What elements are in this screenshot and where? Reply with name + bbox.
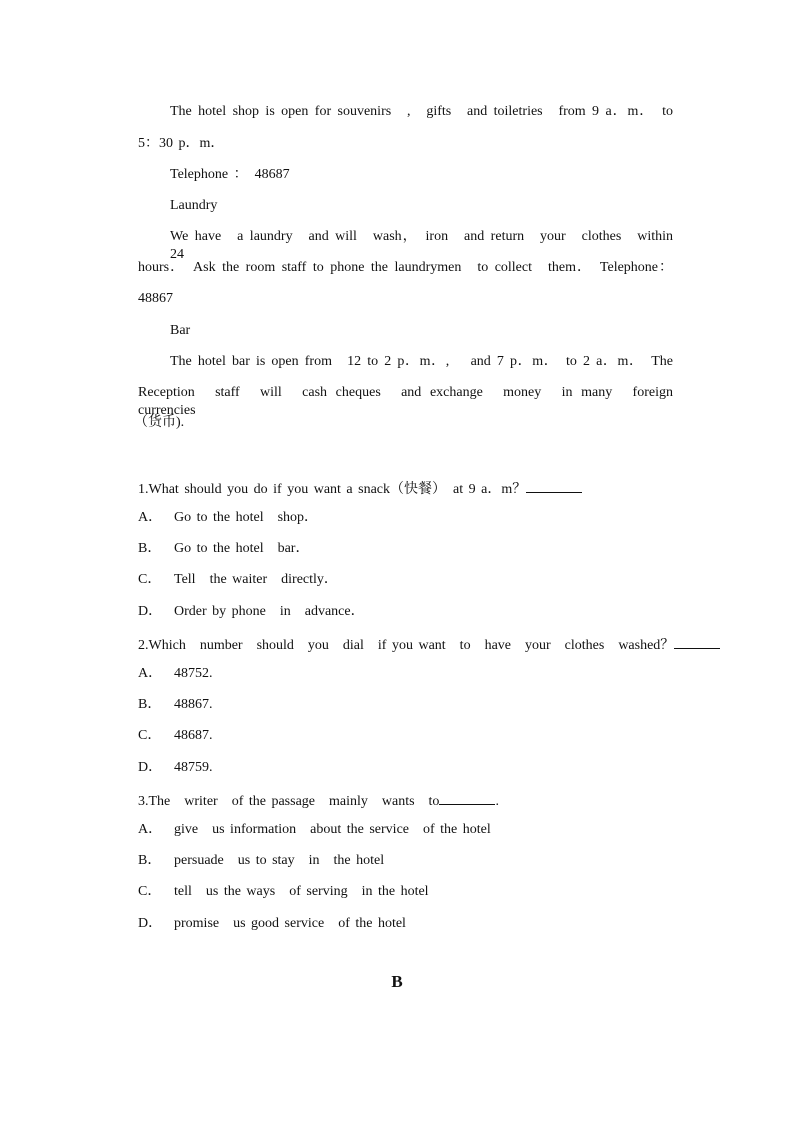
question-3-option-c xyxy=(138,883,429,901)
option-text: 48867. xyxy=(174,697,213,712)
option-text: give us information about the service of the hotel xyxy=(174,822,491,837)
option-letter: C． xyxy=(138,884,162,899)
option-letter: C． xyxy=(138,728,162,743)
option-letter: D． xyxy=(138,760,163,775)
option-text: promise us good service of the hotel xyxy=(174,916,406,931)
question-2-option-a xyxy=(138,665,213,683)
question-3-option-a xyxy=(138,821,491,839)
question-3-text: 3.The writer of the passage mainly wants to xyxy=(138,794,440,809)
option-text: Order by phone in advance． xyxy=(174,604,365,619)
question-1-option-c xyxy=(138,571,338,589)
option-letter: B． xyxy=(138,697,162,712)
option-letter: A． xyxy=(138,822,163,837)
section-heading-b: B xyxy=(391,972,403,991)
option-text: persuade us to stay in the hotel xyxy=(174,853,385,868)
bar-paragraph-line-1: The hotel bar is open from 12 to 2 p．m．, and 7 p．m． to 2 a．m． The xyxy=(170,354,673,369)
laundry-heading: Laundry xyxy=(170,198,218,213)
option-letter: C． xyxy=(138,572,162,587)
laundry-paragraph-line-2: hours． Ask the room staff to phone the laundrymen to collect them． Telephone： xyxy=(138,260,673,275)
question-2-text: 2.Which number should you dial if you want to have your clothes washed？ xyxy=(138,638,675,653)
question-2-option-c xyxy=(138,727,213,745)
question-1-stem xyxy=(138,478,582,499)
option-text: Go to the hotel bar． xyxy=(174,541,310,556)
option-letter: A． xyxy=(138,666,163,681)
question-3-stem xyxy=(138,790,499,811)
option-letter: B． xyxy=(138,541,162,556)
question-2-stem xyxy=(138,634,720,655)
question-2-option-b xyxy=(138,696,213,714)
answer-blank xyxy=(526,478,582,493)
option-text: 48687. xyxy=(174,728,213,743)
question-3-period: . xyxy=(495,794,499,809)
shop-telephone: Telephone ： 48687 xyxy=(170,167,290,182)
option-letter: B． xyxy=(138,853,162,868)
bar-paragraph-line-3: （货币). xyxy=(134,415,185,430)
laundry-paragraph-line-1: We have a laundry and will wash， iron and return your clothes within 24 xyxy=(170,229,687,262)
option-text: 48752. xyxy=(174,666,213,681)
question-1-option-a xyxy=(138,509,318,527)
option-text: 48759. xyxy=(174,760,213,775)
option-letter: D． xyxy=(138,916,163,931)
answer-blank xyxy=(674,634,720,649)
question-2-option-d xyxy=(138,759,213,777)
answer-blank xyxy=(439,790,495,805)
laundry-telephone: 48867 xyxy=(138,291,173,306)
option-text: tell us the ways of serving in the hotel xyxy=(174,884,429,899)
question-3-option-b xyxy=(138,852,384,870)
question-1-option-d xyxy=(138,603,365,621)
option-letter: D． xyxy=(138,604,163,619)
question-1-text: 1.What should you do if you want a snack（快餐） at 9 a．m？ xyxy=(138,482,527,497)
shop-paragraph-line-1: The hotel shop is open for souvenirs , gifts and toiletries from 9 a．m． to xyxy=(170,104,673,119)
question-1-option-b xyxy=(138,540,309,558)
option-letter: A． xyxy=(138,510,163,525)
bar-paragraph-line-2: Reception staff will cash cheques and exchange money in many foreign currencies xyxy=(138,385,687,418)
option-text: Tell the waiter directly． xyxy=(174,572,338,587)
bar-heading: Bar xyxy=(170,323,191,338)
question-3-option-d xyxy=(138,915,406,933)
shop-paragraph-line-2: 5：30 p．m． xyxy=(138,136,225,151)
option-text: Go to the hotel shop． xyxy=(174,510,319,525)
